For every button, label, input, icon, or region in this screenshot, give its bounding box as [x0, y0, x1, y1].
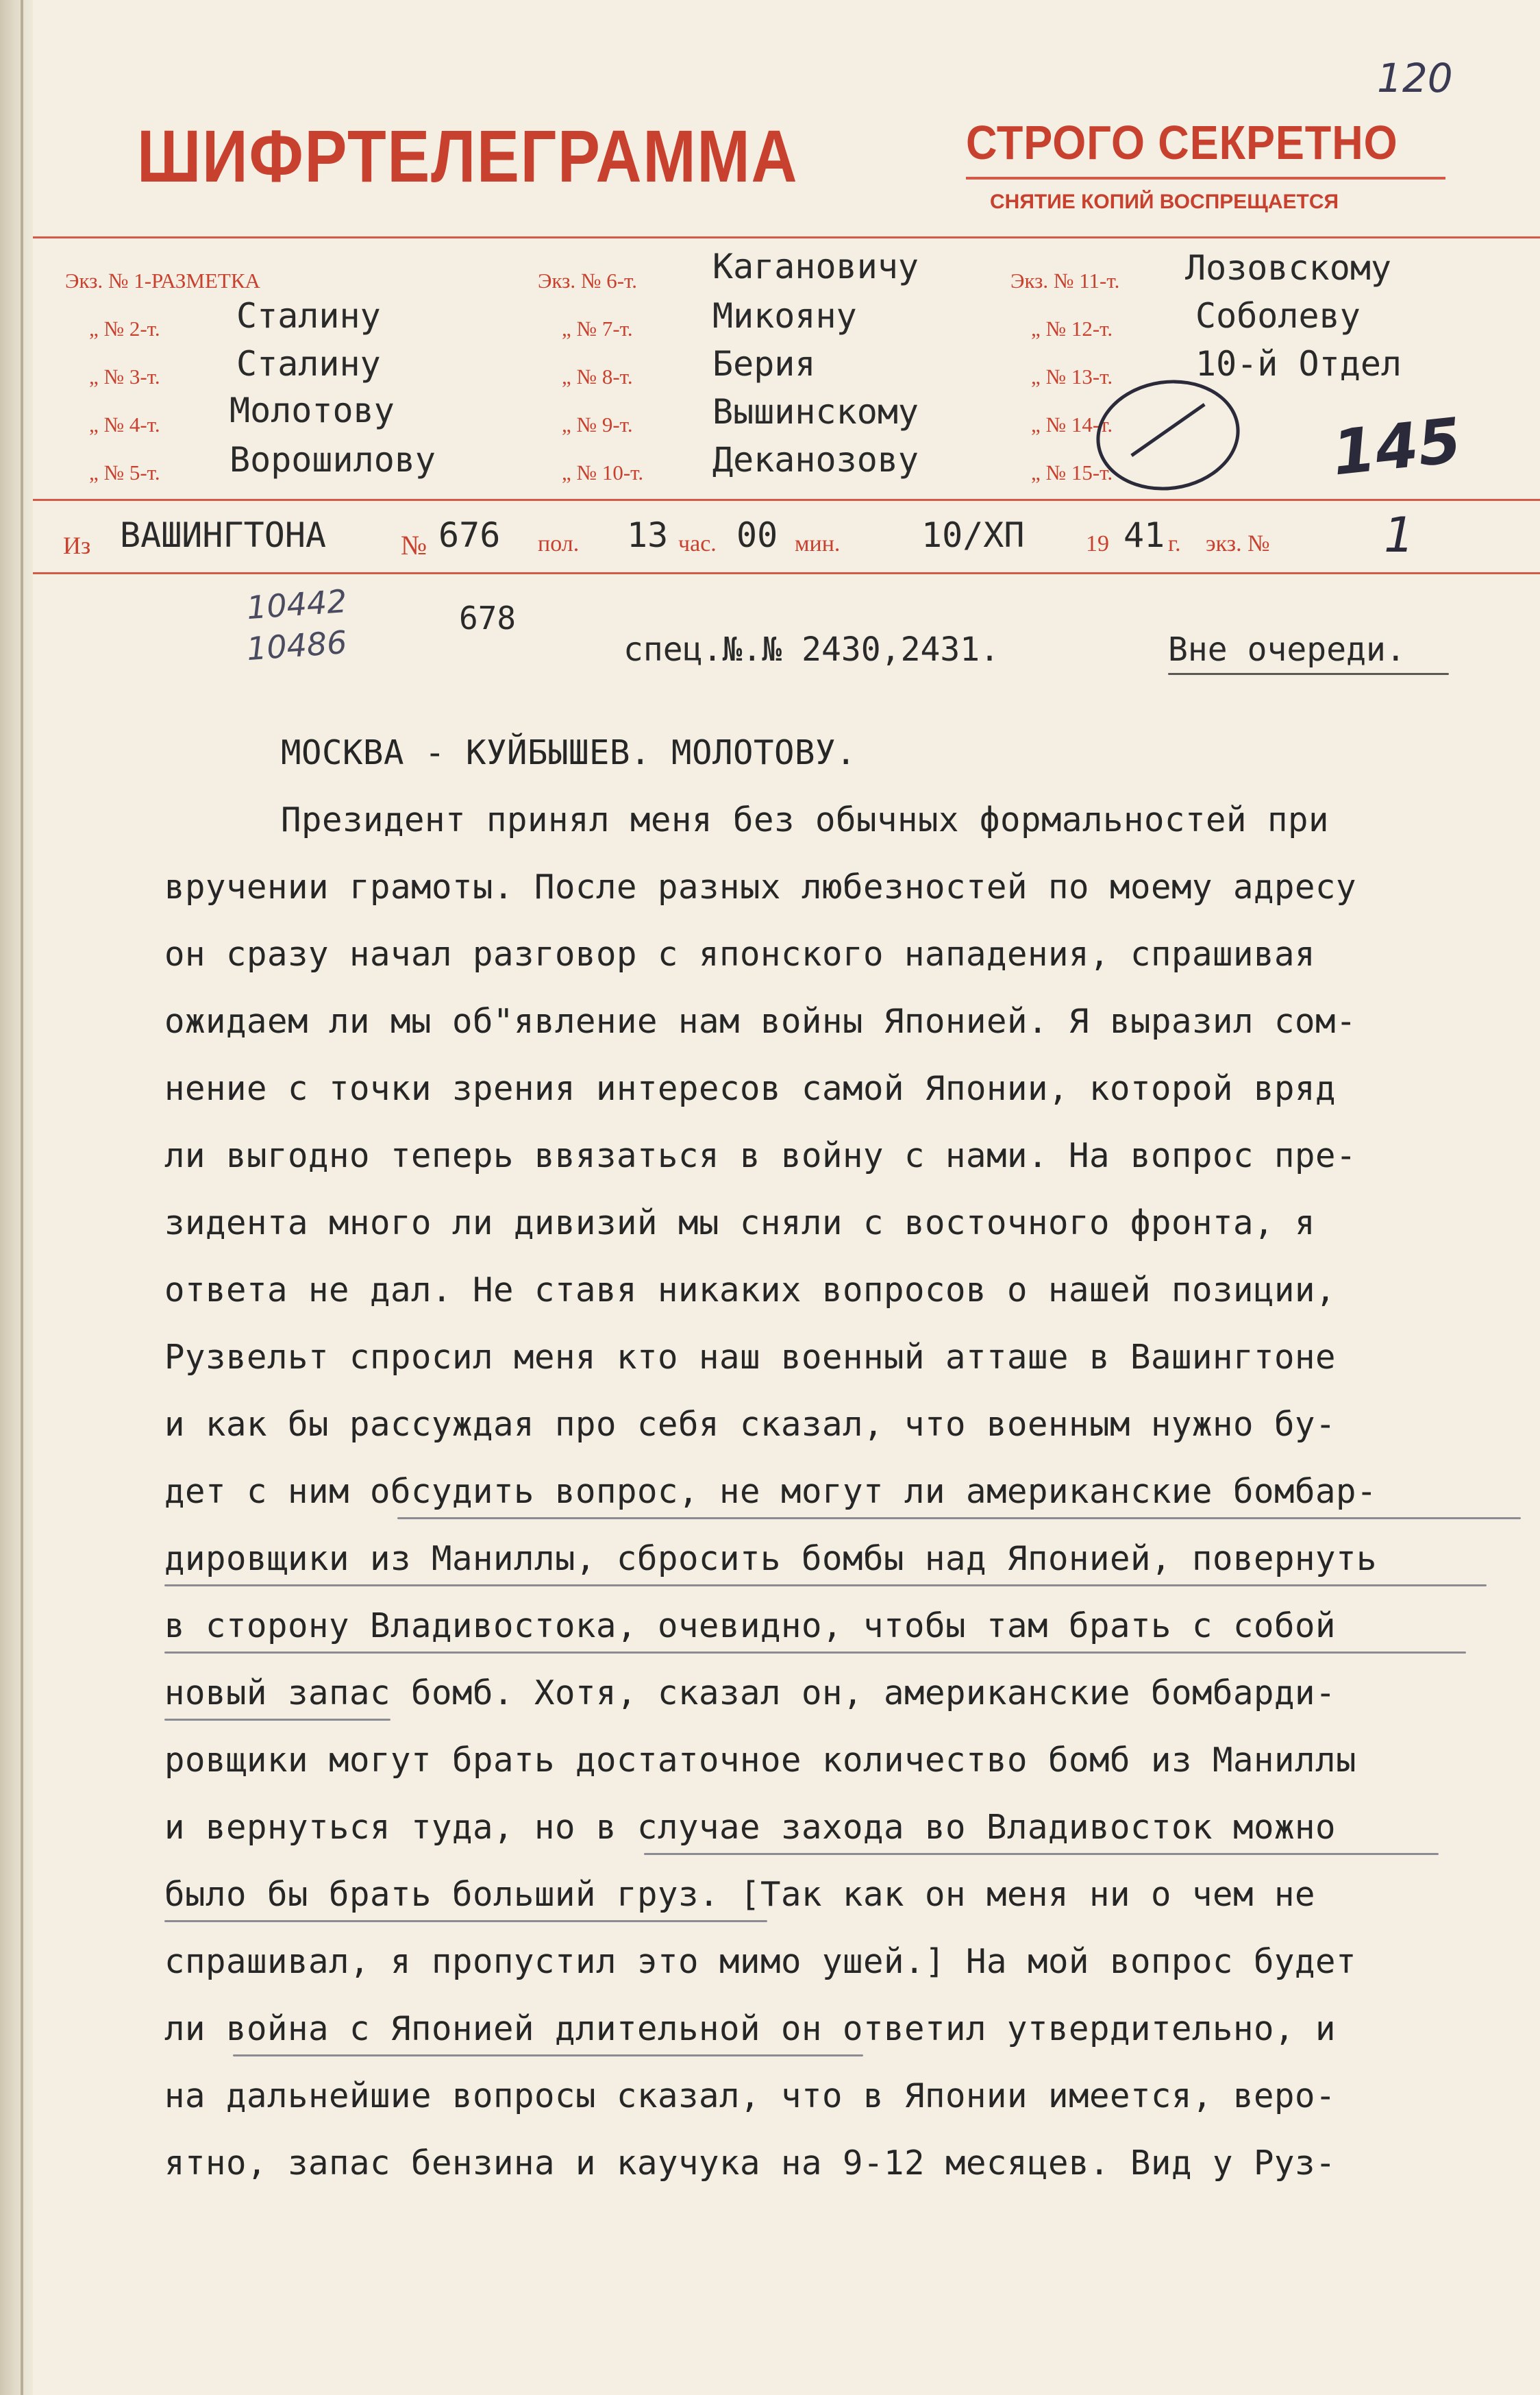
hand-ref-number-2: 10486 — [245, 623, 349, 668]
from-label: Из — [63, 532, 91, 559]
hand-ref-number-1: 10442 — [245, 582, 349, 627]
dist-label: „ № 13-т. — [1031, 365, 1113, 389]
dist-recipient: Деканозову — [712, 440, 919, 480]
body-line: вручении грамоты. После разных любезностей по моему адресу — [164, 868, 1357, 907]
body-line: и вернуться туда, но в случае захода во Владивосток можно — [164, 1808, 1337, 1847]
priority-underline — [1168, 673, 1449, 675]
body-line: было бы брать больший груз. [Так как он меня ни о чем не — [164, 1875, 1316, 1914]
year-value: 41 — [1123, 515, 1165, 555]
year-prefix: 19 — [1086, 531, 1109, 556]
hours-label: час. — [678, 531, 717, 556]
page-number: 120 — [1377, 55, 1453, 101]
dist-recipient: Ворошилову — [229, 440, 436, 480]
copy-notice: СНЯТИЕ КОПИЙ ВОСПРЕЩАЕТСЯ — [990, 191, 1339, 213]
telegram-number: 676 — [438, 515, 501, 555]
body-line: ли выгодно теперь ввязаться в войну с нами. На вопрос пре- — [164, 1136, 1357, 1175]
dist-label: „ № 8-т. — [562, 365, 633, 389]
body-line: Рузвельт спросил меня кто наш военный атташе в Вашингтоне — [164, 1338, 1337, 1377]
document-title: ШИФРТЕЛЕГРАММА — [137, 114, 799, 197]
dist-recipient: Вышинскому — [712, 392, 919, 432]
addressee-line: МОСКВА - КУЙБЫШЕВ. МОЛОТОВУ. — [281, 733, 857, 772]
dist-recipient: Берия — [712, 344, 816, 384]
received-label: пол. — [538, 531, 580, 556]
dist-label: „ № 15-т. — [1031, 460, 1113, 484]
pencil-underline — [164, 1584, 1487, 1586]
secrecy-stamp: СТРОГО СЕКРЕТНО — [966, 116, 1398, 169]
header-rule-mid — [33, 499, 1540, 501]
dist-label: „ № 9-т. — [562, 413, 633, 437]
body-line: и как бы рассуждая про себя сказал, что военным нужно бу- — [164, 1405, 1337, 1444]
dist-label: „ № 5-т. — [89, 460, 160, 484]
dist-label: „ № 4-т. — [89, 413, 160, 437]
pencil-underline — [164, 1651, 1466, 1654]
body-line: спрашивал, я пропустил это мимо ушей.] На мой вопрос будет — [164, 1942, 1357, 1981]
dist-label: „ № 12-т. — [1031, 317, 1113, 341]
ref-number: 678 — [459, 600, 517, 637]
dist-recipient: Молотову — [229, 391, 395, 430]
dist-label: Экз. № 1-РАЗМЕТКА — [65, 269, 260, 293]
body-line: в сторону Владивостока, очевидно, чтобы там брать с собой — [164, 1606, 1337, 1645]
pencil-underline — [644, 1853, 1439, 1855]
dist-label: „ № 10-т. — [562, 460, 644, 484]
copy-number: 1 — [1384, 507, 1415, 563]
body-line: зидента много ли дивизий мы сняли с восточного фронта, я — [164, 1203, 1316, 1242]
dist-recipient: Лозовскому — [1185, 248, 1392, 288]
spec-numbers: спец.№.№ 2430,2431. — [623, 630, 1000, 669]
dist-label: Экз. № 6-т. — [538, 269, 637, 293]
pencil-underline — [397, 1517, 1521, 1519]
dist-recipient: Кагановичу — [712, 247, 919, 286]
dist-recipient: Микояну — [712, 296, 857, 336]
pencil-underline — [164, 1719, 390, 1721]
dist-label: „ № 2-т. — [89, 317, 160, 341]
body-line: он сразу начал разговор с японского нападения, спрашивая — [164, 935, 1316, 974]
copy-label: экз. № — [1206, 531, 1270, 556]
minutes-label: мин. — [795, 531, 841, 556]
body-line: ли война с Японией длительной он ответил утвердительно, и — [164, 2009, 1337, 2048]
body-line: новый запас бомб. Хотя, сказал он, американские бомбарди- — [164, 1673, 1337, 1712]
body-line: ровщики могут брать достаточное количество бомб из Маниллы — [164, 1741, 1357, 1780]
body-line: на дальнейшие вопросы сказал, что в Японии имеется, веро- — [164, 2076, 1337, 2115]
hand-mark-145: 145 — [1329, 404, 1465, 490]
dist-label: „ № 7-т. — [562, 317, 633, 341]
header-rule-bottom — [33, 572, 1540, 574]
dist-label: „ № 3-т. — [89, 365, 160, 389]
header-rule-top — [33, 236, 1540, 238]
body-line: ожидаем ли мы об"явление нам войны Японией. Я выразил сом- — [164, 1002, 1357, 1041]
body-line: Президент принял меня без обычных формальностей при — [281, 800, 1330, 839]
dist-recipient: 10-й Отдел — [1195, 344, 1402, 384]
received-hours: 13 — [627, 515, 669, 555]
dist-recipient: Сталину — [236, 344, 381, 384]
body-line: ответа не дал. Не ставя никаких вопросов о нашей позиции, — [164, 1270, 1337, 1310]
body-line: нение с точки зрения интересов самой Японии, которой вряд — [164, 1069, 1337, 1108]
dist-recipient: Сталину — [236, 296, 381, 336]
body-line: дет с ним обсудить вопрос, не могут ли американские бомбар- — [164, 1472, 1378, 1511]
received-date: 10/ХП — [921, 515, 1025, 555]
binding-edge — [0, 0, 33, 2395]
received-minutes: 00 — [736, 515, 778, 555]
secrecy-underline — [966, 177, 1445, 180]
priority-note: Вне очереди. — [1168, 630, 1406, 669]
from-city: ВАШИНГТОНА — [120, 515, 327, 555]
hand-circle-mark — [1089, 371, 1247, 500]
year-suffix: г. — [1168, 531, 1181, 556]
pencil-underline — [233, 2054, 863, 2056]
dist-label: Экз. № 11-т. — [1010, 269, 1120, 293]
dist-label: „ № 14-т. — [1031, 413, 1113, 437]
dist-recipient: Соболеву — [1195, 296, 1361, 336]
body-line: ятно, запас бензина и каучука на 9-12 месяцев. Вид у Руз- — [164, 2144, 1337, 2183]
body-line: дировщики из Маниллы, сбросить бомбы над Японией, повернуть — [164, 1539, 1378, 1578]
pencil-underline — [164, 1920, 767, 1922]
number-label: № — [401, 530, 427, 561]
